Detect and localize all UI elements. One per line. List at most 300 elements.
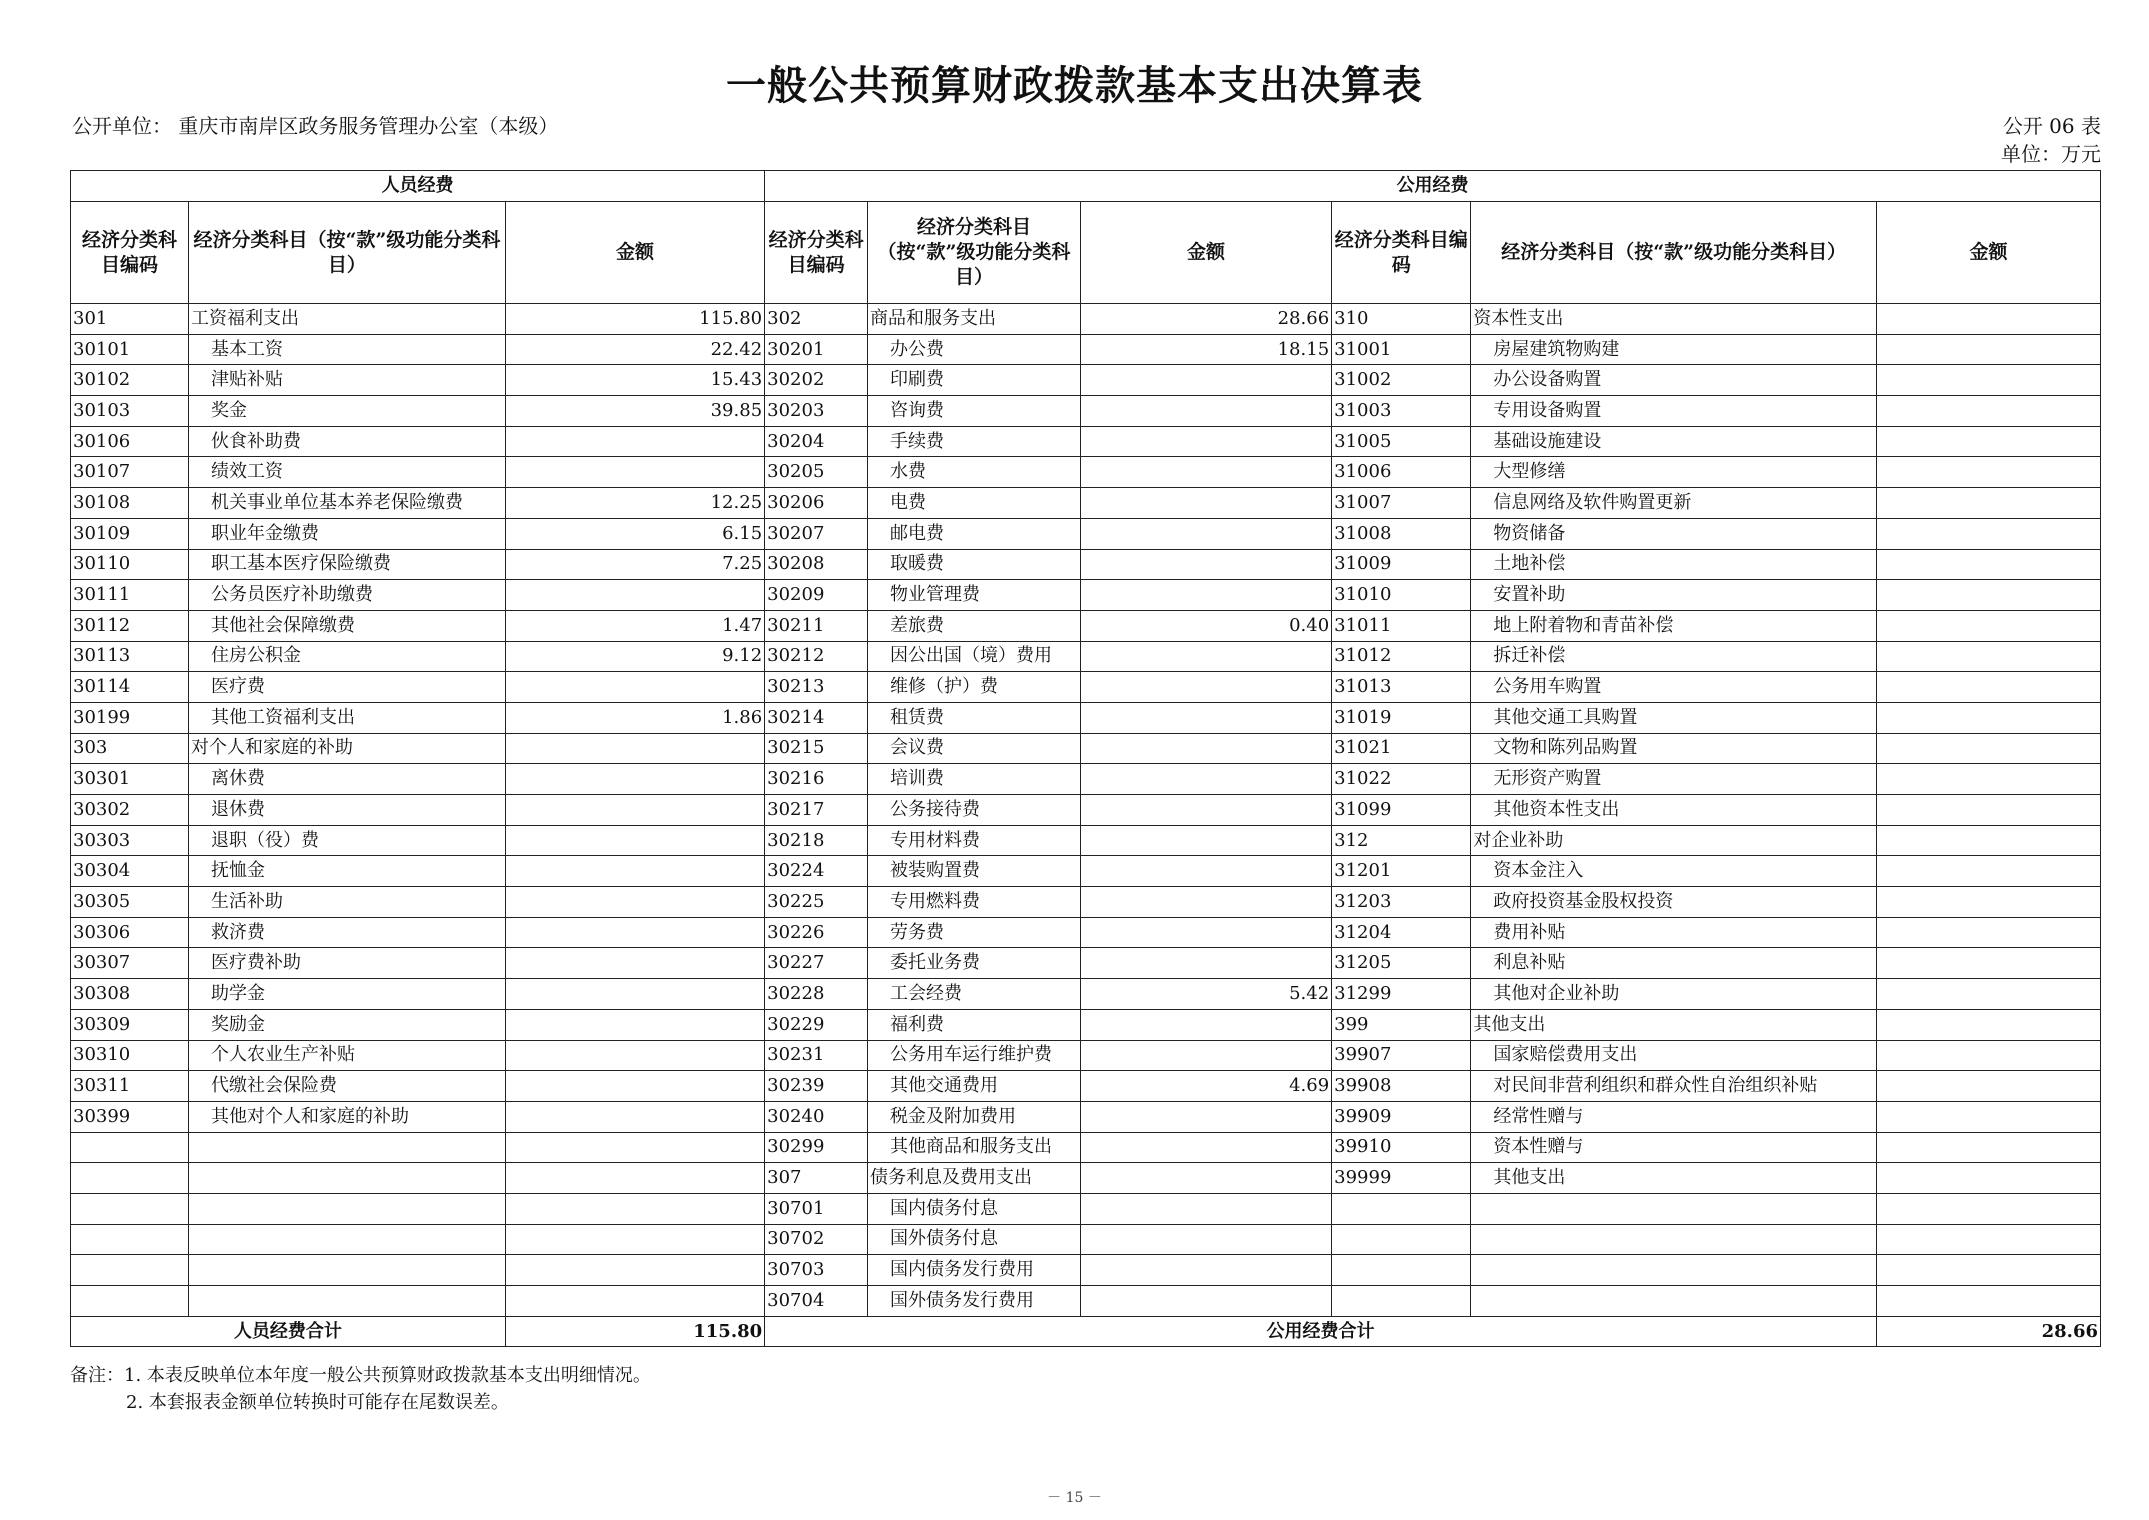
capital-code-cell: 31299 bbox=[1332, 979, 1471, 1010]
capital-amount-cell bbox=[1876, 1255, 2100, 1286]
header-personnel-name: 经济分类科目（按“款”级功能分类科目） bbox=[189, 202, 506, 304]
capital-name-cell: 大型修缮 bbox=[1471, 457, 1877, 488]
personnel-name-cell: 职业年金缴费 bbox=[189, 518, 506, 549]
personnel-amount-cell bbox=[505, 887, 764, 918]
personnel-code-cell bbox=[71, 1286, 189, 1317]
personnel-name-cell: 救济费 bbox=[189, 917, 506, 948]
personnel-code-cell bbox=[71, 1193, 189, 1224]
table-row bbox=[71, 887, 2101, 918]
section-personnel: 人员经费 bbox=[71, 171, 765, 202]
goods-code-cell: 30228 bbox=[765, 979, 868, 1010]
reporting-unit-text: 公开单位： 重庆市南岸区政务服务管理办公室（本级） bbox=[72, 114, 559, 138]
header-personnel-amount: 金额 bbox=[505, 202, 764, 304]
personnel-code-cell: 30101 bbox=[71, 334, 189, 365]
goods-name-cell: 商品和服务支出 bbox=[868, 304, 1081, 335]
table-row bbox=[71, 334, 2101, 365]
goods-name-cell: 国内债务发行费用 bbox=[868, 1255, 1081, 1286]
capital-amount-cell bbox=[1876, 1132, 2100, 1163]
capital-code-cell: 31005 bbox=[1332, 426, 1471, 457]
personnel-amount-cell: 1.47 bbox=[505, 610, 764, 641]
capital-amount-cell bbox=[1876, 1071, 2100, 1102]
goods-code-cell: 30204 bbox=[765, 426, 868, 457]
personnel-code-cell: 30102 bbox=[71, 365, 189, 396]
personnel-amount-cell: 15.43 bbox=[505, 365, 764, 396]
capital-amount-cell bbox=[1876, 795, 2100, 826]
goods-name-cell: 电费 bbox=[868, 488, 1081, 519]
personnel-amount-cell: 1.86 bbox=[505, 702, 764, 733]
capital-code-cell: 39907 bbox=[1332, 1040, 1471, 1071]
table-row bbox=[71, 1040, 2101, 1071]
goods-code-cell: 30216 bbox=[765, 764, 868, 795]
table-row bbox=[71, 1163, 2101, 1194]
personnel-name-cell bbox=[189, 1286, 506, 1317]
table-row bbox=[71, 795, 2101, 826]
currency-unit: 单位：万元 bbox=[2001, 142, 2101, 166]
personnel-name-cell: 其他工资福利支出 bbox=[189, 702, 506, 733]
personnel-code-cell: 30305 bbox=[71, 887, 189, 918]
personnel-amount-cell bbox=[505, 1286, 764, 1317]
goods-code-cell: 30205 bbox=[765, 457, 868, 488]
goods-name-cell: 债务利息及费用支出 bbox=[868, 1163, 1081, 1194]
goods-code-cell: 30207 bbox=[765, 518, 868, 549]
capital-name-cell: 政府投资基金股权投资 bbox=[1471, 887, 1877, 918]
personnel-amount-cell bbox=[505, 979, 764, 1010]
goods-amount-cell: 5.42 bbox=[1080, 979, 1331, 1010]
goods-code-cell: 30299 bbox=[765, 1132, 868, 1163]
goods-amount-cell: 28.66 bbox=[1080, 304, 1331, 335]
capital-code-cell bbox=[1332, 1224, 1471, 1255]
goods-name-cell: 委托业务费 bbox=[868, 948, 1081, 979]
capital-code-cell: 39908 bbox=[1332, 1071, 1471, 1102]
personnel-code-cell bbox=[71, 1255, 189, 1286]
personnel-name-cell: 医疗费补助 bbox=[189, 948, 506, 979]
personnel-name-cell: 伙食补助费 bbox=[189, 426, 506, 457]
table-row bbox=[71, 1071, 2101, 1102]
goods-code-cell: 30218 bbox=[765, 825, 868, 856]
capital-name-cell bbox=[1471, 1286, 1877, 1317]
capital-amount-cell bbox=[1876, 1193, 2100, 1224]
capital-code-cell: 31204 bbox=[1332, 917, 1471, 948]
note-line-2: 2. 本套报表金额单位转换时可能存在尾数误差。 bbox=[126, 1392, 509, 1413]
table-row bbox=[71, 518, 2101, 549]
goods-amount-cell: 0.40 bbox=[1080, 610, 1331, 641]
goods-name-cell: 印刷费 bbox=[868, 365, 1081, 396]
goods-code-cell: 30702 bbox=[765, 1224, 868, 1255]
capital-code-cell: 31012 bbox=[1332, 641, 1471, 672]
personnel-amount-cell bbox=[505, 917, 764, 948]
table-row bbox=[71, 1009, 2101, 1040]
personnel-code-cell: 30199 bbox=[71, 702, 189, 733]
capital-code-cell bbox=[1332, 1286, 1471, 1317]
header-goods-name: 经济分类科目（按“款”级功能分类科目） bbox=[868, 202, 1081, 304]
personnel-amount-cell bbox=[505, 1071, 764, 1102]
goods-name-cell: 会议费 bbox=[868, 733, 1081, 764]
goods-amount-cell bbox=[1080, 426, 1331, 457]
capital-code-cell: 31009 bbox=[1332, 549, 1471, 580]
personnel-amount-cell bbox=[505, 856, 764, 887]
personnel-code-cell: 30113 bbox=[71, 641, 189, 672]
goods-name-cell: 工会经费 bbox=[868, 979, 1081, 1010]
page-number: － 15 － bbox=[1047, 1490, 1102, 1506]
personnel-name-cell: 其他对个人和家庭的补助 bbox=[189, 1101, 506, 1132]
personnel-amount-cell bbox=[505, 1132, 764, 1163]
goods-name-cell: 劳务费 bbox=[868, 917, 1081, 948]
capital-code-cell: 312 bbox=[1332, 825, 1471, 856]
capital-name-cell: 基础设施建设 bbox=[1471, 426, 1877, 457]
goods-code-cell: 30703 bbox=[765, 1255, 868, 1286]
personnel-name-cell: 奖金 bbox=[189, 396, 506, 427]
goods-amount-cell bbox=[1080, 948, 1331, 979]
capital-amount-cell bbox=[1876, 580, 2100, 611]
table-row bbox=[71, 733, 2101, 764]
table-row bbox=[71, 764, 2101, 795]
personnel-code-cell: 30106 bbox=[71, 426, 189, 457]
personnel-code-cell: 30311 bbox=[71, 1071, 189, 1102]
personnel-name-cell bbox=[189, 1224, 506, 1255]
goods-name-cell: 其他商品和服务支出 bbox=[868, 1132, 1081, 1163]
goods-amount-cell bbox=[1080, 917, 1331, 948]
capital-name-cell: 安置补助 bbox=[1471, 580, 1877, 611]
budget-expenditure-table bbox=[70, 170, 2101, 1347]
capital-name-cell: 专用设备购置 bbox=[1471, 396, 1877, 427]
capital-amount-cell bbox=[1876, 1009, 2100, 1040]
goods-amount-cell bbox=[1080, 1040, 1331, 1071]
goods-code-cell: 30201 bbox=[765, 334, 868, 365]
table-row bbox=[71, 304, 2101, 335]
goods-code-cell: 30240 bbox=[765, 1101, 868, 1132]
table-row bbox=[71, 365, 2101, 396]
goods-amount-cell: 4.69 bbox=[1080, 1071, 1331, 1102]
goods-code-cell: 30226 bbox=[765, 917, 868, 948]
personnel-name-cell: 其他社会保障缴费 bbox=[189, 610, 506, 641]
personnel-name-cell bbox=[189, 1193, 506, 1224]
personnel-amount-cell bbox=[505, 1224, 764, 1255]
capital-code-cell: 31002 bbox=[1332, 365, 1471, 396]
goods-code-cell: 30229 bbox=[765, 1009, 868, 1040]
capital-name-cell: 公务用车购置 bbox=[1471, 672, 1877, 703]
capital-name-cell bbox=[1471, 1193, 1877, 1224]
personnel-name-cell: 职工基本医疗保险缴费 bbox=[189, 549, 506, 580]
personnel-code-cell: 30301 bbox=[71, 764, 189, 795]
capital-amount-cell bbox=[1876, 549, 2100, 580]
capital-code-cell bbox=[1332, 1255, 1471, 1286]
capital-amount-cell bbox=[1876, 396, 2100, 427]
capital-code-cell: 31003 bbox=[1332, 396, 1471, 427]
personnel-code-cell bbox=[71, 1132, 189, 1163]
personnel-code-cell: 30302 bbox=[71, 795, 189, 826]
capital-code-cell: 31201 bbox=[1332, 856, 1471, 887]
goods-name-cell: 其他交通费用 bbox=[868, 1071, 1081, 1102]
capital-amount-cell bbox=[1876, 426, 2100, 457]
capital-name-cell: 无形资产购置 bbox=[1471, 764, 1877, 795]
personnel-code-cell bbox=[71, 1224, 189, 1255]
capital-amount-cell bbox=[1876, 1224, 2100, 1255]
goods-code-cell: 30206 bbox=[765, 488, 868, 519]
capital-name-cell: 国家赔偿费用支出 bbox=[1471, 1040, 1877, 1071]
header-capital-amount: 金额 bbox=[1876, 202, 2100, 304]
personnel-amount-cell bbox=[505, 733, 764, 764]
goods-code-cell: 30704 bbox=[765, 1286, 868, 1317]
goods-name-cell: 税金及附加费用 bbox=[868, 1101, 1081, 1132]
table-row bbox=[71, 1224, 2101, 1255]
table-body bbox=[71, 304, 2101, 1317]
goods-name-cell: 因公出国（境）费用 bbox=[868, 641, 1081, 672]
capital-amount-cell bbox=[1876, 457, 2100, 488]
goods-name-cell: 公务用车运行维护费 bbox=[868, 1040, 1081, 1071]
note-line-1: 备注：1. 本表反映单位本年度一般公共预算财政拨款基本支出明细情况。 bbox=[70, 1365, 651, 1386]
capital-name-cell: 资本性赠与 bbox=[1471, 1132, 1877, 1163]
personnel-code-cell: 30114 bbox=[71, 672, 189, 703]
capital-code-cell: 399 bbox=[1332, 1009, 1471, 1040]
goods-name-cell: 咨询费 bbox=[868, 396, 1081, 427]
personnel-amount-cell: 39.85 bbox=[505, 396, 764, 427]
capital-amount-cell bbox=[1876, 733, 2100, 764]
personnel-name-cell bbox=[189, 1163, 506, 1194]
capital-code-cell: 31013 bbox=[1332, 672, 1471, 703]
capital-amount-cell bbox=[1876, 948, 2100, 979]
personnel-name-cell: 绩效工资 bbox=[189, 457, 506, 488]
capital-code-cell: 39909 bbox=[1332, 1101, 1471, 1132]
section-public: 公用经费 bbox=[765, 171, 2101, 202]
capital-name-cell: 信息网络及软件购置更新 bbox=[1471, 488, 1877, 519]
goods-name-cell: 国外债务发行费用 bbox=[868, 1286, 1081, 1317]
goods-name-cell: 培训费 bbox=[868, 764, 1081, 795]
personnel-amount-cell: 6.15 bbox=[505, 518, 764, 549]
table-row bbox=[71, 426, 2101, 457]
goods-name-cell: 国内债务付息 bbox=[868, 1193, 1081, 1224]
personnel-amount-cell bbox=[505, 764, 764, 795]
capital-code-cell: 31010 bbox=[1332, 580, 1471, 611]
capital-code-cell: 31099 bbox=[1332, 795, 1471, 826]
capital-amount-cell bbox=[1876, 1286, 2100, 1317]
capital-name-cell: 费用补贴 bbox=[1471, 917, 1877, 948]
goods-code-cell: 30202 bbox=[765, 365, 868, 396]
personnel-code-cell: 30399 bbox=[71, 1101, 189, 1132]
personnel-code-cell: 30112 bbox=[71, 610, 189, 641]
personnel-name-cell: 工资福利支出 bbox=[189, 304, 506, 335]
personnel-code-cell: 30307 bbox=[71, 948, 189, 979]
goods-name-cell: 邮电费 bbox=[868, 518, 1081, 549]
personnel-amount-cell: 115.80 bbox=[505, 304, 764, 335]
capital-amount-cell bbox=[1876, 887, 2100, 918]
capital-amount-cell bbox=[1876, 825, 2100, 856]
table-row bbox=[71, 1193, 2101, 1224]
personnel-amount-cell bbox=[505, 948, 764, 979]
capital-name-cell: 经常性赠与 bbox=[1471, 1101, 1877, 1132]
capital-code-cell: 31011 bbox=[1332, 610, 1471, 641]
personnel-name-cell: 津贴补贴 bbox=[189, 365, 506, 396]
goods-amount-cell bbox=[1080, 1163, 1331, 1194]
goods-code-cell: 30203 bbox=[765, 396, 868, 427]
goods-amount-cell bbox=[1080, 1286, 1331, 1317]
goods-name-cell: 维修（护）费 bbox=[868, 672, 1081, 703]
personnel-code-cell: 30107 bbox=[71, 457, 189, 488]
personnel-amount-cell bbox=[505, 457, 764, 488]
capital-amount-cell bbox=[1876, 641, 2100, 672]
table-row bbox=[71, 948, 2101, 979]
goods-name-cell: 福利费 bbox=[868, 1009, 1081, 1040]
personnel-amount-cell bbox=[505, 426, 764, 457]
goods-amount-cell bbox=[1080, 672, 1331, 703]
goods-amount-cell bbox=[1080, 580, 1331, 611]
personnel-name-cell bbox=[189, 1255, 506, 1286]
goods-code-cell: 30224 bbox=[765, 856, 868, 887]
capital-code-cell: 310 bbox=[1332, 304, 1471, 335]
capital-name-cell: 其他资本性支出 bbox=[1471, 795, 1877, 826]
capital-name-cell: 资本金注入 bbox=[1471, 856, 1877, 887]
table-row bbox=[71, 917, 2101, 948]
header-goods-code: 经济分类科目编码 bbox=[765, 202, 868, 304]
capital-amount-cell bbox=[1876, 334, 2100, 365]
capital-code-cell: 31008 bbox=[1332, 518, 1471, 549]
capital-code-cell: 31022 bbox=[1332, 764, 1471, 795]
goods-amount-cell bbox=[1080, 887, 1331, 918]
goods-name-cell: 国外债务付息 bbox=[868, 1224, 1081, 1255]
personnel-code-cell: 30308 bbox=[71, 979, 189, 1010]
capital-name-cell: 物资储备 bbox=[1471, 518, 1877, 549]
goods-amount-cell bbox=[1080, 549, 1331, 580]
goods-code-cell: 30701 bbox=[765, 1193, 868, 1224]
capital-code-cell bbox=[1332, 1193, 1471, 1224]
capital-name-cell: 办公设备购置 bbox=[1471, 365, 1877, 396]
goods-amount-cell bbox=[1080, 764, 1331, 795]
goods-amount-cell bbox=[1080, 856, 1331, 887]
capital-amount-cell bbox=[1876, 488, 2100, 519]
personnel-code-cell: 30310 bbox=[71, 1040, 189, 1071]
header-personnel-code: 经济分类科目编码 bbox=[71, 202, 189, 304]
personnel-amount-cell bbox=[505, 825, 764, 856]
capital-amount-cell bbox=[1876, 764, 2100, 795]
personnel-amount-cell bbox=[505, 580, 764, 611]
personnel-total-amount: 115.80 bbox=[505, 1316, 764, 1347]
personnel-code-cell: 301 bbox=[71, 304, 189, 335]
table-row bbox=[71, 396, 2101, 427]
goods-name-cell: 被装购置费 bbox=[868, 856, 1081, 887]
table-row bbox=[71, 1286, 2101, 1317]
capital-name-cell: 对民间非营利组织和群众性自治组织补贴 bbox=[1471, 1071, 1877, 1102]
table-row bbox=[71, 825, 2101, 856]
capital-name-cell: 资本性支出 bbox=[1471, 304, 1877, 335]
goods-code-cell: 30231 bbox=[765, 1040, 868, 1071]
header-capital-code: 经济分类科目编码 bbox=[1332, 202, 1471, 304]
table-row bbox=[71, 672, 2101, 703]
goods-amount-cell bbox=[1080, 733, 1331, 764]
goods-name-cell: 物业管理费 bbox=[868, 580, 1081, 611]
goods-code-cell: 30225 bbox=[765, 887, 868, 918]
personnel-name-cell: 住房公积金 bbox=[189, 641, 506, 672]
personnel-amount-cell bbox=[505, 1193, 764, 1224]
personnel-amount-cell bbox=[505, 1009, 764, 1040]
personnel-code-cell: 30108 bbox=[71, 488, 189, 519]
goods-code-cell: 30215 bbox=[765, 733, 868, 764]
goods-name-cell: 公务接待费 bbox=[868, 795, 1081, 826]
goods-name-cell: 专用材料费 bbox=[868, 825, 1081, 856]
capital-name-cell: 地上附着物和青苗补偿 bbox=[1471, 610, 1877, 641]
personnel-amount-cell bbox=[505, 795, 764, 826]
personnel-code-cell: 30309 bbox=[71, 1009, 189, 1040]
goods-name-cell: 差旅费 bbox=[868, 610, 1081, 641]
capital-code-cell: 31001 bbox=[1332, 334, 1471, 365]
goods-amount-cell bbox=[1080, 518, 1331, 549]
capital-code-cell: 39999 bbox=[1332, 1163, 1471, 1194]
personnel-code-cell: 303 bbox=[71, 733, 189, 764]
capital-amount-cell bbox=[1876, 856, 2100, 887]
personnel-name-cell: 个人农业生产补贴 bbox=[189, 1040, 506, 1071]
capital-name-cell: 其他交通工具购置 bbox=[1471, 702, 1877, 733]
personnel-amount-cell bbox=[505, 672, 764, 703]
personnel-name-cell: 奖励金 bbox=[189, 1009, 506, 1040]
personnel-code-cell: 30304 bbox=[71, 856, 189, 887]
table-row bbox=[71, 1101, 2101, 1132]
page-title: 一般公共预算财政拨款基本支出决算表 bbox=[726, 62, 1423, 109]
header-capital-name: 经济分类科目（按“款”级功能分类科目） bbox=[1471, 202, 1877, 304]
personnel-name-cell: 退职（役）费 bbox=[189, 825, 506, 856]
capital-amount-cell bbox=[1876, 304, 2100, 335]
goods-code-cell: 30208 bbox=[765, 549, 868, 580]
capital-amount-cell bbox=[1876, 672, 2100, 703]
capital-code-cell: 31205 bbox=[1332, 948, 1471, 979]
personnel-code-cell bbox=[71, 1163, 189, 1194]
table-number: 公开 06 表 bbox=[2002, 114, 2101, 138]
capital-name-cell: 其他支出 bbox=[1471, 1163, 1877, 1194]
goods-code-cell: 302 bbox=[765, 304, 868, 335]
goods-amount-cell bbox=[1080, 1224, 1331, 1255]
capital-code-cell: 31021 bbox=[1332, 733, 1471, 764]
table-row bbox=[71, 488, 2101, 519]
capital-name-cell: 对企业补助 bbox=[1471, 825, 1877, 856]
goods-code-cell: 30211 bbox=[765, 610, 868, 641]
capital-name-cell: 房屋建筑物购建 bbox=[1471, 334, 1877, 365]
goods-name-cell: 水费 bbox=[868, 457, 1081, 488]
goods-code-cell: 307 bbox=[765, 1163, 868, 1194]
capital-name-cell: 其他支出 bbox=[1471, 1009, 1877, 1040]
capital-code-cell: 31019 bbox=[1332, 702, 1471, 733]
personnel-name-cell bbox=[189, 1132, 506, 1163]
personnel-code-cell: 30303 bbox=[71, 825, 189, 856]
personnel-name-cell: 抚恤金 bbox=[189, 856, 506, 887]
table-row bbox=[71, 702, 2101, 733]
goods-code-cell: 30214 bbox=[765, 702, 868, 733]
goods-amount-cell bbox=[1080, 1009, 1331, 1040]
capital-code-cell: 31007 bbox=[1332, 488, 1471, 519]
personnel-name-cell: 公务员医疗补助缴费 bbox=[189, 580, 506, 611]
personnel-name-cell: 机关事业单位基本养老保险缴费 bbox=[189, 488, 506, 519]
capital-amount-cell bbox=[1876, 917, 2100, 948]
capital-name-cell: 文物和陈列品购置 bbox=[1471, 733, 1877, 764]
table-row bbox=[71, 1255, 2101, 1286]
table-row bbox=[71, 610, 2101, 641]
table-row bbox=[71, 979, 2101, 1010]
personnel-amount-cell: 7.25 bbox=[505, 549, 764, 580]
goods-code-cell: 30209 bbox=[765, 580, 868, 611]
goods-name-cell: 取暖费 bbox=[868, 549, 1081, 580]
goods-amount-cell bbox=[1080, 1255, 1331, 1286]
personnel-name-cell: 退休费 bbox=[189, 795, 506, 826]
personnel-amount-cell: 12.25 bbox=[505, 488, 764, 519]
personnel-amount-cell bbox=[505, 1163, 764, 1194]
header-goods-amount: 金额 bbox=[1080, 202, 1331, 304]
goods-code-cell: 30239 bbox=[765, 1071, 868, 1102]
personnel-name-cell: 生活补助 bbox=[189, 887, 506, 918]
personnel-code-cell: 30111 bbox=[71, 580, 189, 611]
capital-amount-cell bbox=[1876, 702, 2100, 733]
capital-name-cell: 其他对企业补助 bbox=[1471, 979, 1877, 1010]
capital-amount-cell bbox=[1876, 1040, 2100, 1071]
personnel-name-cell: 基本工资 bbox=[189, 334, 506, 365]
personnel-amount-cell: 9.12 bbox=[505, 641, 764, 672]
capital-name-cell bbox=[1471, 1255, 1877, 1286]
personnel-amount-cell bbox=[505, 1255, 764, 1286]
